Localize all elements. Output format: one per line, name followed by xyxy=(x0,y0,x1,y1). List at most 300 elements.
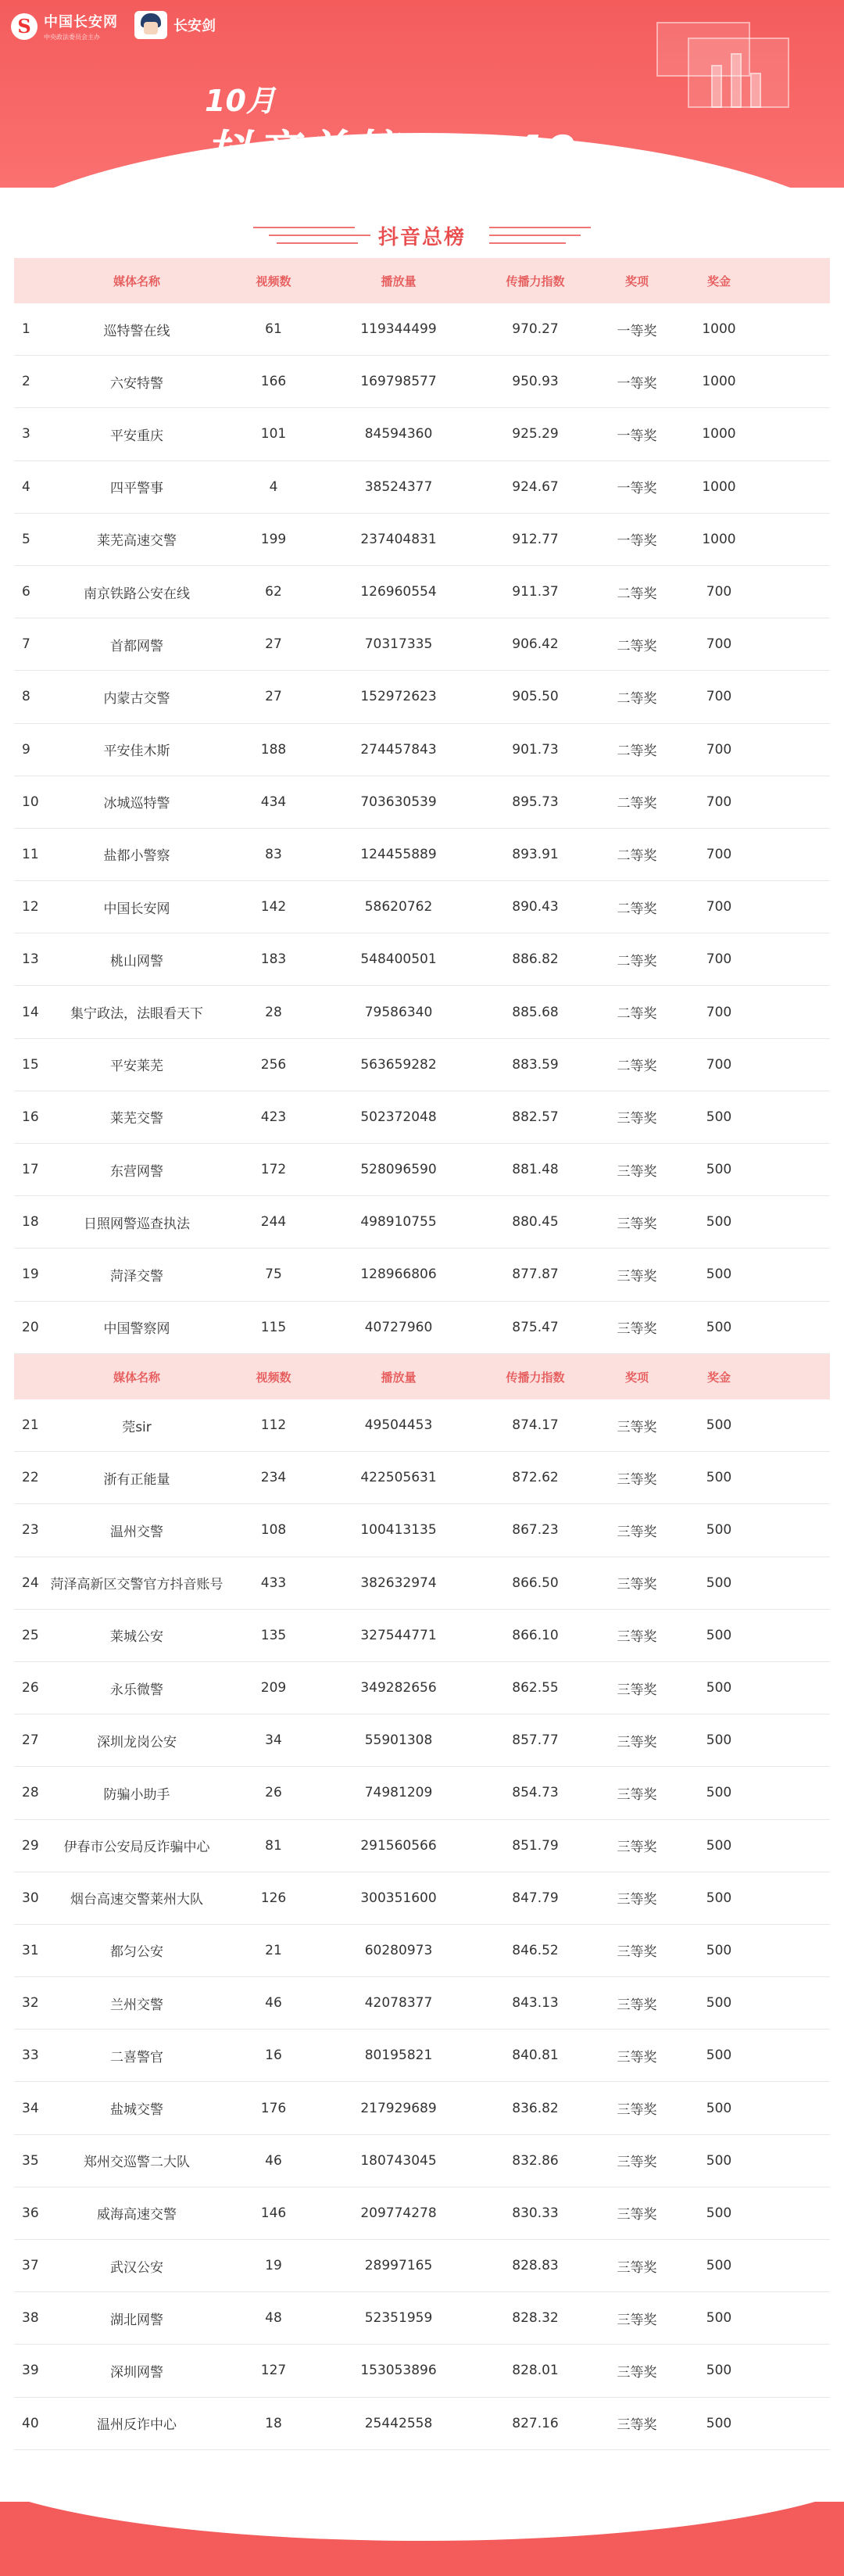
award-cell: 二等奖 xyxy=(617,848,657,865)
video-count-cell: 108 xyxy=(260,1522,287,1539)
award-cell: 二等奖 xyxy=(617,690,657,707)
rank-cell: 5 xyxy=(22,531,30,547)
prize-cell: 500 xyxy=(706,2363,732,2379)
prize-cell: 500 xyxy=(706,1837,732,1854)
table-row xyxy=(14,2345,830,2397)
prize-cell: 500 xyxy=(706,1890,732,1906)
video-count-cell: 423 xyxy=(260,1109,287,1125)
table-row xyxy=(14,1977,830,2030)
media-name-cell: 烟台高速交警莱州大队 xyxy=(70,1892,203,1908)
video-count-cell: 26 xyxy=(265,1785,282,1801)
table-row xyxy=(14,829,830,881)
award-cell: 三等奖 xyxy=(617,1216,657,1232)
influence-index-cell: 847.79 xyxy=(512,1890,559,1906)
influence-index-cell: 862.55 xyxy=(512,1680,559,1696)
award-cell: 三等奖 xyxy=(617,1577,657,1593)
rank-cell: 34 xyxy=(22,2100,39,2116)
influence-index-cell: 827.16 xyxy=(512,2415,559,2431)
award-cell: 一等奖 xyxy=(617,428,657,444)
media-name-cell: 郑州交巡警二大队 xyxy=(84,2155,190,2171)
rank-cell: 19 xyxy=(22,1267,39,1283)
award-cell: 二等奖 xyxy=(617,638,657,654)
rank-cell: 29 xyxy=(22,1837,39,1854)
prize-cell: 500 xyxy=(706,2100,732,2116)
influence-index-cell: 886.82 xyxy=(512,951,559,968)
play-count-cell: 119344499 xyxy=(360,321,437,338)
table-row xyxy=(14,986,830,1038)
award-cell: 三等奖 xyxy=(617,1471,657,1488)
influence-index-cell: 832.86 xyxy=(512,2152,559,2169)
media-name-cell: 莱芜高速交警 xyxy=(97,533,177,550)
video-count-cell: 62 xyxy=(265,584,282,600)
award-cell: 三等奖 xyxy=(617,1524,657,1540)
award-cell: 三等奖 xyxy=(617,2417,657,2434)
award-cell: 三等奖 xyxy=(617,1892,657,1908)
media-name-cell: 盐都小警察 xyxy=(103,848,170,865)
video-count-cell: 146 xyxy=(260,2205,287,2221)
table-row xyxy=(14,1872,830,1925)
play-count-cell: 153053896 xyxy=(360,2363,437,2379)
play-count-cell: 327544771 xyxy=(360,1627,437,1643)
media-name-cell: 威海高速交警 xyxy=(97,2207,177,2223)
video-count-cell: 176 xyxy=(260,2100,287,2116)
award-cell: 三等奖 xyxy=(617,1321,657,1338)
video-count-cell: 135 xyxy=(260,1627,287,1643)
play-count-cell: 42078377 xyxy=(364,1995,433,2012)
video-count-cell: 28 xyxy=(265,1004,282,1020)
play-count-cell: 100413135 xyxy=(360,1522,437,1539)
play-count-cell: 55901308 xyxy=(364,1732,433,1749)
prize-cell: 700 xyxy=(706,584,732,600)
award-cell: 三等奖 xyxy=(617,2207,657,2223)
table-row xyxy=(14,1039,830,1091)
award-cell: 二等奖 xyxy=(617,743,657,760)
column-header: 视频数 xyxy=(256,274,291,288)
media-name-cell: 浙有正能量 xyxy=(103,1471,170,1488)
play-count-cell: 58620762 xyxy=(364,899,433,915)
rank-cell: 12 xyxy=(22,899,39,915)
prize-cell: 700 xyxy=(706,689,732,705)
play-count-cell: 291560566 xyxy=(360,1837,437,1854)
rank-cell: 39 xyxy=(22,2363,39,2379)
play-count-cell: 382632974 xyxy=(360,1575,437,1591)
page-title: 抖音总榜TOP40 xyxy=(205,126,578,181)
influence-index-cell: 867.23 xyxy=(512,1522,559,1539)
play-count-cell: 79586340 xyxy=(364,1004,433,1020)
play-count-cell: 274457843 xyxy=(360,741,437,758)
influence-index-cell: 890.43 xyxy=(512,899,559,915)
rank-cell: 17 xyxy=(22,1162,39,1178)
media-name-cell: 四平警事 xyxy=(110,481,163,497)
table-row xyxy=(14,1399,830,1452)
media-name-cell: 盐城交警 xyxy=(110,2102,163,2119)
video-count-cell: 115 xyxy=(260,1319,287,1335)
section-title: 抖音总榜 xyxy=(377,225,466,249)
prize-cell: 500 xyxy=(706,2310,732,2327)
prize-cell: 500 xyxy=(706,1319,732,1335)
media-name-cell: 平安重庆 xyxy=(110,428,163,444)
influence-index-cell: 828.32 xyxy=(512,2310,559,2327)
prize-cell: 1000 xyxy=(702,374,736,390)
influence-index-cell: 970.27 xyxy=(512,321,559,338)
play-count-cell: 60280973 xyxy=(364,1942,433,1958)
table-row xyxy=(14,1714,830,1767)
play-count-cell: 502372048 xyxy=(360,1109,437,1125)
table-row xyxy=(14,461,830,514)
award-cell: 二等奖 xyxy=(617,953,657,969)
video-count-cell: 433 xyxy=(260,1575,287,1591)
prize-cell: 500 xyxy=(706,2048,732,2064)
award-cell: 二等奖 xyxy=(617,586,657,602)
play-count-cell: 74981209 xyxy=(364,1785,433,1801)
influence-index-cell: 828.01 xyxy=(512,2363,559,2379)
award-cell: 三等奖 xyxy=(617,1419,657,1435)
prize-cell: 700 xyxy=(706,951,732,968)
influence-index-cell: 882.57 xyxy=(512,1109,559,1125)
video-count-cell: 256 xyxy=(260,1056,287,1073)
table-row xyxy=(14,1557,830,1610)
award-cell: 三等奖 xyxy=(617,1944,657,1961)
prize-cell: 500 xyxy=(706,1732,732,1749)
rank-cell: 11 xyxy=(22,846,39,862)
rank-cell: 24 xyxy=(22,1575,39,1591)
award-cell: 三等奖 xyxy=(617,1786,657,1803)
prize-cell: 500 xyxy=(706,2205,732,2221)
prize-cell: 500 xyxy=(706,1942,732,1958)
play-count-cell: 300351600 xyxy=(360,1890,437,1906)
table-row xyxy=(14,618,830,671)
influence-index-cell: 881.48 xyxy=(512,1162,559,1178)
rank-cell: 14 xyxy=(22,1004,39,1020)
table-row xyxy=(14,2292,830,2345)
influence-index-cell: 857.77 xyxy=(512,1732,559,1749)
influence-index-cell: 925.29 xyxy=(512,426,559,442)
prize-cell: 1000 xyxy=(702,478,736,495)
influence-index-cell: 875.47 xyxy=(512,1319,559,1335)
media-name-cell: 集宁政法，法眼看天下 xyxy=(70,1006,203,1023)
table-row xyxy=(14,566,830,618)
influence-index-cell: 911.37 xyxy=(512,584,559,600)
award-cell: 三等奖 xyxy=(617,2102,657,2119)
prize-cell: 700 xyxy=(706,846,732,862)
award-cell: 三等奖 xyxy=(617,1682,657,1698)
rank-cell: 15 xyxy=(22,1056,39,1073)
video-count-cell: 183 xyxy=(260,951,287,968)
rank-cell: 38 xyxy=(22,2310,39,2327)
prize-cell: 500 xyxy=(706,1627,732,1643)
award-cell: 一等奖 xyxy=(617,323,657,339)
logo-name: 中国长安网 xyxy=(44,14,118,30)
prize-cell: 500 xyxy=(706,2152,732,2169)
video-count-cell: 34 xyxy=(265,1732,282,1749)
table-header-row xyxy=(14,1354,830,1399)
footer-curve xyxy=(0,2502,844,2541)
prize-cell: 700 xyxy=(706,636,732,653)
changan-logo-icon: S xyxy=(11,13,38,40)
influence-index-cell: 950.93 xyxy=(512,374,559,390)
influence-index-cell: 851.79 xyxy=(512,1837,559,1854)
video-count-cell: 46 xyxy=(265,2152,282,2169)
video-count-cell: 19 xyxy=(265,2258,282,2274)
rank-cell: 23 xyxy=(22,1522,39,1539)
influence-index-cell: 854.73 xyxy=(512,1785,559,1801)
award-cell: 三等奖 xyxy=(617,2155,657,2171)
table-row xyxy=(14,1610,830,1662)
table-row xyxy=(14,2030,830,2082)
play-count-cell: 40727960 xyxy=(364,1319,433,1335)
play-count-cell: 25442558 xyxy=(364,2415,433,2431)
media-name-cell: 巡特警在线 xyxy=(103,323,170,339)
media-name-cell: 莱城公安 xyxy=(110,1629,163,1646)
ranking-table-part2 xyxy=(14,1354,830,2450)
rank-cell: 18 xyxy=(22,1214,39,1231)
video-count-cell: 166 xyxy=(260,374,287,390)
award-cell: 三等奖 xyxy=(617,2364,657,2381)
award-cell: 三等奖 xyxy=(617,2049,657,2065)
video-count-cell: 209 xyxy=(260,1680,287,1696)
video-count-cell: 4 xyxy=(269,478,278,495)
table-row xyxy=(14,1196,830,1249)
police-avatar-icon xyxy=(134,11,167,39)
video-count-cell: 27 xyxy=(265,689,282,705)
award-cell: 三等奖 xyxy=(617,1734,657,1750)
rank-cell: 25 xyxy=(22,1627,39,1643)
play-count-cell: 49504453 xyxy=(364,1417,433,1434)
influence-index-cell: 877.87 xyxy=(512,1267,559,1283)
changan-logo[interactable] xyxy=(11,11,118,41)
video-count-cell: 101 xyxy=(260,426,287,442)
influence-index-cell: 840.81 xyxy=(512,2048,559,2064)
award-cell: 三等奖 xyxy=(617,1629,657,1646)
column-header: 奖项 xyxy=(624,1370,649,1385)
video-count-cell: 16 xyxy=(265,2048,282,2064)
play-count-cell: 28997165 xyxy=(364,2258,433,2274)
play-count-cell: 70317335 xyxy=(364,636,433,653)
rank-cell: 1 xyxy=(22,321,30,338)
rank-cell: 13 xyxy=(22,951,39,968)
table-row xyxy=(14,1925,830,1977)
prize-cell: 1000 xyxy=(702,321,736,338)
rank-cell: 3 xyxy=(22,426,30,442)
award-cell: 三等奖 xyxy=(617,1111,657,1127)
play-count-cell: 349282656 xyxy=(360,1680,437,1696)
column-header: 播放量 xyxy=(381,1370,417,1385)
column-header: 播放量 xyxy=(381,274,417,288)
award-cell: 三等奖 xyxy=(617,2312,657,2328)
influence-index-cell: 924.67 xyxy=(512,478,559,495)
table-row xyxy=(14,1144,830,1196)
table-row xyxy=(14,1302,830,1354)
prize-cell: 500 xyxy=(706,1417,732,1434)
column-header: 传播力指数 xyxy=(506,274,565,288)
decorative-lines-left xyxy=(253,227,355,244)
media-name-cell: 菏泽高新区交警官方抖音账号 xyxy=(50,1577,224,1593)
media-name-cell: 中国长安网 xyxy=(103,901,170,917)
table-row xyxy=(14,2398,830,2450)
influence-index-cell: 830.33 xyxy=(512,2205,559,2221)
table-row xyxy=(14,933,830,986)
award-cell: 三等奖 xyxy=(617,1163,657,1180)
rank-cell: 7 xyxy=(22,636,30,653)
influence-index-cell: 866.10 xyxy=(512,1627,559,1643)
influence-index-cell: 885.68 xyxy=(512,1004,559,1020)
prize-cell: 500 xyxy=(706,1995,732,2012)
media-name-cell: 武汉公安 xyxy=(110,2259,163,2276)
award-cell: 三等奖 xyxy=(617,1840,657,1856)
top-banner xyxy=(0,0,844,188)
table-row xyxy=(14,1662,830,1714)
influence-index-cell: 836.82 xyxy=(512,2100,559,2116)
table-row xyxy=(14,724,830,776)
decorative-lines-right xyxy=(489,227,591,244)
prize-cell: 700 xyxy=(706,794,732,810)
award-cell: 一等奖 xyxy=(617,375,657,392)
media-name-cell: 莱芜交警 xyxy=(110,1111,163,1127)
media-name-cell: 二喜警官 xyxy=(110,2049,163,2065)
changanjian-logo[interactable] xyxy=(134,11,216,39)
footer-banner xyxy=(0,2502,844,2576)
section-header xyxy=(0,216,844,255)
prize-cell: 500 xyxy=(706,1267,732,1283)
media-name-cell: 防骗小助手 xyxy=(103,1786,170,1803)
video-count-cell: 75 xyxy=(265,1267,282,1283)
table-row xyxy=(14,2240,830,2292)
prize-cell: 500 xyxy=(706,1785,732,1801)
award-cell: 三等奖 xyxy=(617,1997,657,2013)
influence-index-cell: 880.45 xyxy=(512,1214,559,1231)
column-header: 奖金 xyxy=(706,1370,731,1385)
video-count-cell: 244 xyxy=(260,1214,287,1231)
award-cell: 三等奖 xyxy=(617,2259,657,2276)
prize-cell: 1000 xyxy=(702,426,736,442)
table-header-row xyxy=(14,258,830,303)
play-count-cell: 498910755 xyxy=(360,1214,437,1231)
prize-cell: 500 xyxy=(706,1162,732,1178)
video-count-cell: 112 xyxy=(260,1417,287,1434)
influence-index-cell: 895.73 xyxy=(512,794,559,810)
table-row xyxy=(14,2135,830,2187)
decorative-blocks xyxy=(656,22,797,124)
video-count-cell: 127 xyxy=(260,2363,287,2379)
table-row xyxy=(14,514,830,566)
rank-cell: 16 xyxy=(22,1109,39,1125)
rank-cell: 22 xyxy=(22,1470,39,1486)
media-name-cell: 深圳龙岗公安 xyxy=(97,1734,177,1750)
prize-cell: 700 xyxy=(706,1004,732,1020)
media-name-cell: 平安佳木斯 xyxy=(103,743,170,760)
logo-subtitle: 中央政法委员会主办 xyxy=(44,34,100,41)
table-row xyxy=(14,408,830,460)
media-name-cell: 湖北网警 xyxy=(110,2312,163,2328)
media-name-cell: 温州交警 xyxy=(110,1524,163,1540)
rank-cell: 21 xyxy=(22,1417,39,1434)
play-count-cell: 548400501 xyxy=(360,951,437,968)
prize-cell: 700 xyxy=(706,741,732,758)
table-row xyxy=(14,2187,830,2240)
prize-cell: 500 xyxy=(706,1522,732,1539)
prize-cell: 500 xyxy=(706,1214,732,1231)
video-count-cell: 126 xyxy=(260,1890,287,1906)
table-row xyxy=(14,1820,830,1872)
play-count-cell: 217929689 xyxy=(360,2100,437,2116)
table-row xyxy=(14,776,830,829)
video-count-cell: 18 xyxy=(265,2415,282,2431)
media-name-cell: 六安特警 xyxy=(110,375,163,392)
table-row xyxy=(14,303,830,356)
play-count-cell: 528096590 xyxy=(360,1162,437,1178)
rank-cell: 26 xyxy=(22,1680,39,1696)
ranking-table-part1 xyxy=(14,258,830,1354)
media-name-cell: 日照网警巡查执法 xyxy=(84,1216,190,1232)
rank-cell: 35 xyxy=(22,2152,39,2169)
media-name-cell: 伊春市公安局反诈骗中心 xyxy=(63,1840,210,1856)
media-name-cell: 深圳网警 xyxy=(110,2364,163,2381)
media-name-cell: 南京铁路公安在线 xyxy=(84,586,190,602)
influence-index-cell: 901.73 xyxy=(512,741,559,758)
table-row xyxy=(14,1091,830,1144)
media-name-cell: 菏泽交警 xyxy=(110,1268,163,1284)
column-header: 媒体名称 xyxy=(113,274,160,288)
media-name-cell: 平安莱芜 xyxy=(110,1059,163,1075)
play-count-cell: 703630539 xyxy=(360,794,437,810)
influence-index-cell: 883.59 xyxy=(512,1056,559,1073)
influence-index-cell: 866.50 xyxy=(512,1575,559,1591)
play-count-cell: 124455889 xyxy=(360,846,437,862)
video-count-cell: 188 xyxy=(260,741,287,758)
play-count-cell: 152972623 xyxy=(360,689,437,705)
table-row xyxy=(14,671,830,723)
award-cell: 二等奖 xyxy=(617,901,657,917)
table-row xyxy=(14,881,830,933)
media-name-cell: 东营网警 xyxy=(110,1163,163,1180)
prize-cell: 700 xyxy=(706,899,732,915)
video-count-cell: 172 xyxy=(260,1162,287,1178)
play-count-cell: 563659282 xyxy=(360,1056,437,1073)
video-count-cell: 81 xyxy=(265,1837,282,1854)
table-row xyxy=(14,1452,830,1504)
award-cell: 三等奖 xyxy=(617,1268,657,1284)
award-cell: 二等奖 xyxy=(617,1059,657,1075)
logo2-name: 长安剑 xyxy=(173,18,216,34)
rank-cell: 32 xyxy=(22,1995,39,2012)
video-count-cell: 27 xyxy=(265,636,282,653)
influence-index-cell: 893.91 xyxy=(512,846,559,862)
video-count-cell: 142 xyxy=(260,899,287,915)
prize-cell: 500 xyxy=(706,1109,732,1125)
media-name-cell: 永乐微警 xyxy=(110,1682,163,1698)
table-row xyxy=(14,1504,830,1557)
media-name-cell: 内蒙古交警 xyxy=(103,690,170,707)
play-count-cell: 169798577 xyxy=(360,374,437,390)
influence-index-cell: 874.17 xyxy=(512,1417,559,1434)
video-count-cell: 46 xyxy=(265,1995,282,2012)
award-cell: 二等奖 xyxy=(617,1006,657,1023)
rank-cell: 9 xyxy=(22,741,30,758)
rank-cell: 31 xyxy=(22,1942,39,1958)
rank-cell: 20 xyxy=(22,1319,39,1335)
prize-cell: 500 xyxy=(706,1575,732,1591)
media-name-cell: 都匀公安 xyxy=(110,1944,163,1961)
play-count-cell: 422505631 xyxy=(360,1470,437,1486)
table-row xyxy=(14,356,830,408)
play-count-cell: 84594360 xyxy=(364,426,433,442)
rank-cell: 2 xyxy=(22,374,30,390)
table-row xyxy=(14,1767,830,1819)
rank-cell: 33 xyxy=(22,2048,39,2064)
award-cell: 二等奖 xyxy=(617,796,657,812)
media-name-cell: 桃山网警 xyxy=(110,953,163,969)
influence-index-cell: 905.50 xyxy=(512,689,559,705)
